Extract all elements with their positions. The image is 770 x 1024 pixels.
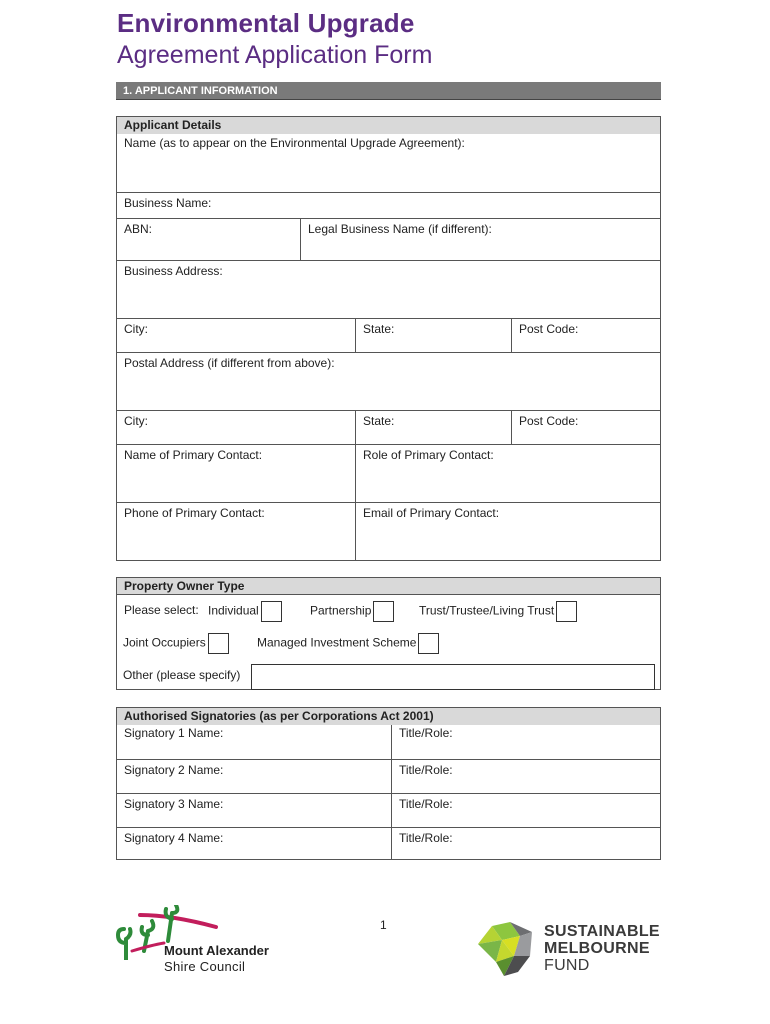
fund-name-text (544, 923, 660, 974)
signatory-3-title-field[interactable]: Title/Role: (391, 794, 660, 827)
trust-label: Trust/Trustee/Living Trust (419, 603, 555, 618)
please-select-label: Please select: (124, 603, 199, 617)
form-title-line1: Environmental Upgrade (117, 8, 415, 38)
fund-name-line1: SUSTAINABLE (544, 923, 660, 940)
signatory-2-title-field[interactable]: Title/Role: (391, 760, 660, 793)
contact-email-field[interactable]: Email of Primary Contact: (355, 503, 660, 560)
applicant-details-heading: Applicant Details (117, 117, 660, 134)
mount-alexander-logo (112, 905, 312, 980)
business-name-row[interactable] (117, 192, 660, 218)
signatory-3-name-field[interactable]: Signatory 3 Name: (124, 797, 224, 811)
signatory-row (117, 759, 660, 793)
postal-postcode-field[interactable]: Post Code: (511, 411, 660, 444)
signatory-row (117, 827, 660, 860)
managed-label: Managed Investment Scheme (257, 635, 417, 650)
business-address-row[interactable] (117, 260, 660, 318)
postal-state-field[interactable]: State: (355, 411, 511, 444)
joint-checkbox[interactable] (208, 633, 229, 654)
business-name-label: Business Name: (124, 196, 212, 210)
postal-city-field[interactable]: City: (124, 414, 148, 428)
city-state-postcode-row (117, 318, 660, 352)
other-label: Other (please specify) (123, 668, 241, 682)
geometric-cube-icon (474, 922, 536, 978)
owner-type-heading: Property Owner Type (117, 578, 660, 595)
fund-name-line2: MELBOURNE (544, 940, 650, 957)
option-managed-investment[interactable] (257, 633, 439, 654)
abn-row (117, 218, 660, 260)
option-joint-occupiers[interactable] (123, 633, 229, 654)
option-partnership[interactable] (310, 601, 394, 622)
council-name-line1: Mount Alexander (164, 943, 269, 958)
individual-label: Individual (208, 603, 259, 618)
legal-business-name-field[interactable]: Legal Business Name (if different): (300, 219, 660, 260)
business-address-label: Business Address: (124, 264, 223, 278)
option-trust[interactable] (419, 601, 577, 622)
postcode-field[interactable]: Post Code: (511, 319, 660, 352)
joint-label: Joint Occupiers (123, 635, 206, 650)
signatory-1-name-field[interactable]: Signatory 1 Name: (124, 726, 224, 740)
contact-role-field[interactable]: Role of Primary Contact: (355, 445, 660, 502)
signatory-2-name-field[interactable]: Signatory 2 Name: (124, 763, 224, 777)
property-owner-type-table (116, 577, 661, 690)
postal-address-row[interactable] (117, 352, 660, 410)
signatory-1-title-field[interactable]: Title/Role: (391, 725, 660, 759)
council-name-line2: Shire Council (164, 959, 246, 974)
signatory-row (117, 793, 660, 827)
name-row[interactable] (117, 134, 660, 192)
abn-field[interactable]: ABN: (124, 222, 153, 236)
other-specify-input[interactable] (251, 664, 655, 690)
option-individual[interactable] (208, 601, 282, 622)
name-field-label: Name (as to appear on the Environmental Upgrade Agreement): (124, 136, 465, 150)
postal-city-state-postcode-row (117, 410, 660, 444)
partnership-label: Partnership (310, 603, 372, 618)
signatories-table (116, 707, 661, 860)
signatory-row (117, 725, 660, 759)
contact-name-field[interactable]: Name of Primary Contact: (124, 448, 263, 462)
signatory-4-title-field[interactable]: Title/Role: (391, 828, 660, 860)
state-field[interactable]: State: (355, 319, 511, 352)
applicant-details-table (116, 116, 661, 561)
trust-checkbox[interactable] (556, 601, 577, 622)
postal-address-label: Postal Address (if different from above): (124, 356, 335, 370)
page-number: 1 (380, 918, 387, 932)
fund-name-line3: FUND (544, 957, 590, 974)
city-field[interactable]: City: (124, 322, 148, 336)
individual-checkbox[interactable] (261, 601, 282, 622)
sustainable-melbourne-fund-logo (474, 920, 674, 980)
signatory-4-name-field[interactable]: Signatory 4 Name: (124, 831, 224, 845)
section-heading-applicant-info: 1. APPLICANT INFORMATION (116, 82, 661, 100)
primary-contact-details-row (117, 502, 660, 560)
contact-phone-field[interactable]: Phone of Primary Contact: (124, 506, 265, 520)
primary-contact-row (117, 444, 660, 502)
signatories-heading: Authorised Signatories (as per Corporations Act 2001) (117, 708, 660, 725)
managed-checkbox[interactable] (418, 633, 439, 654)
partnership-checkbox[interactable] (373, 601, 394, 622)
form-title-line2: Agreement Application Form (117, 41, 433, 69)
